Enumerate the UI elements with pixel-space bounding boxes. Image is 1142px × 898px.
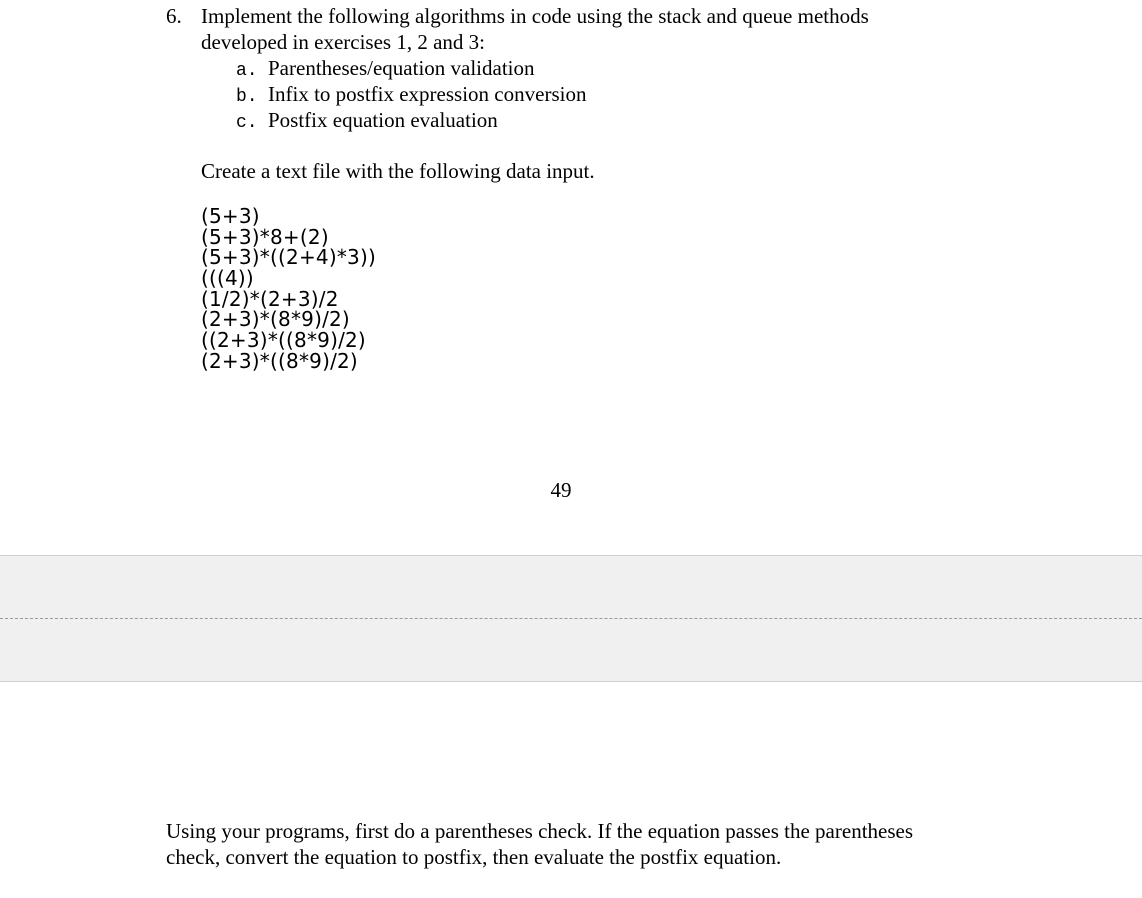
data-line: (2+3)*(8*9)/2) xyxy=(201,307,350,332)
data-line: (((4)) xyxy=(201,266,254,291)
subitem-text: Postfix equation evaluation xyxy=(268,108,498,132)
followup-line-2: check, convert the equation to postfix, then evaluate the postfix equation. xyxy=(166,845,782,869)
subitem-letter: b. xyxy=(236,87,258,107)
question-number: 6. xyxy=(166,4,182,28)
data-line: (5+3)*((2+4)*3)) xyxy=(201,245,376,270)
page-break-dashed-line xyxy=(0,618,1142,619)
data-line: (1/2)*(2+3)/2 xyxy=(201,286,339,311)
followup-line-1: Using your programs, first do a parentheses check. If the equation passes the parentheses xyxy=(166,819,914,843)
subitem-letter: a. xyxy=(236,61,258,81)
data-input-list xyxy=(201,206,376,372)
subitem-c xyxy=(236,107,498,136)
question-text-line-1: Implement the following algorithms in code using the stack and queue methods xyxy=(201,4,869,28)
subitem-text: Infix to postfix expression conversion xyxy=(268,82,587,106)
page-break-separator xyxy=(0,555,1142,682)
instruction-text: Create a text file with the following data input. xyxy=(201,159,595,183)
data-line: (2+3)*((8*9)/2) xyxy=(201,348,358,373)
data-line: ((2+3)*((8*9)/2) xyxy=(201,328,366,353)
document-page-bottom xyxy=(0,682,1142,898)
subitem-text: Parentheses/equation validation xyxy=(268,56,535,80)
question-text-line-2: developed in exercises 1, 2 and 3: xyxy=(201,30,485,54)
followup-paragraph xyxy=(166,818,1046,870)
subitem-letter: c. xyxy=(236,113,258,133)
data-line: (5+3) xyxy=(201,204,260,228)
data-line: (5+3)*8+(2) xyxy=(201,224,329,249)
subitem-b xyxy=(236,81,586,110)
subitem-a xyxy=(236,55,535,84)
page-number: 49 xyxy=(550,478,572,502)
